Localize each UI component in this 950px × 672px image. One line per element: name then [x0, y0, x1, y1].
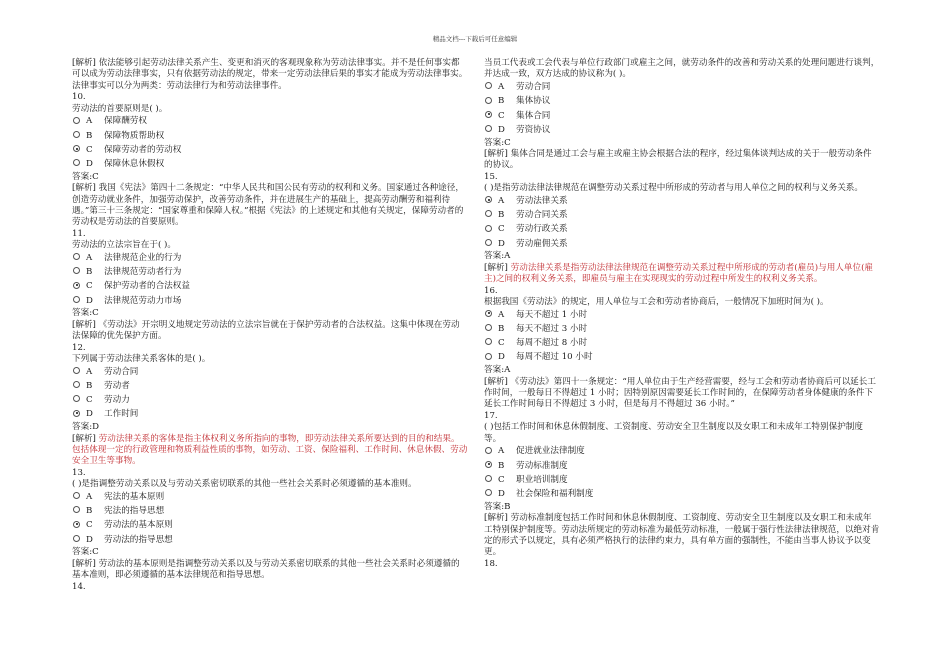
question-number: 18.: [484, 558, 498, 569]
answer-line: 答案:D: [72, 422, 99, 433]
option-letter: D: [86, 158, 93, 169]
option-letter: B: [498, 323, 505, 334]
explanation-text: [解析] 依法能够引起劳动法律关系产生、变更和消灭的客观现象称为劳动法律事实。并不是任何事实都可以成为劳动法律事实，只有依据劳动法的规定，带来一定劳动法律后果的事实才能成为劳动法律事实。法律事实可以分为两类：劳动法律行为和劳动法律事件。: [72, 58, 468, 91]
answer-option-c[interactable]: [72, 519, 468, 533]
radio-icon[interactable]: [485, 210, 492, 217]
question-number: 16.: [484, 285, 498, 296]
question-text: 当员工代表或工会代表与单位行政部门或雇主之间，就劳动条件的改善和劳动关系的处理问题进行谈判，并达成一致，双方达成的协议称为( )。: [484, 58, 880, 80]
option-letter: C: [86, 144, 93, 155]
option-letter: A: [86, 491, 93, 502]
option-label: 劳动合同: [104, 366, 139, 377]
explanation-label: [解析]: [484, 262, 511, 273]
answer-option-b[interactable]: [72, 266, 468, 280]
option-label: 劳动法的基本原则: [104, 520, 173, 531]
option-label: 宪法的基本原则: [104, 491, 165, 502]
answer-option-c[interactable]: [72, 280, 468, 294]
answer-option-c[interactable]: [484, 109, 880, 123]
radio-icon[interactable]: [73, 367, 80, 374]
highlighted-explanation: 劳动法律关系的客体是指主体权利义务所指向的事物，即劳动法律关系所要达到的目的和结果。包括体现一定的行政管理和物质利益性质的事物，如劳动、工资、保险福利、工作时间、休息休假、劳动安全卫生等事物。: [72, 433, 468, 467]
question-number: 15.: [484, 171, 498, 182]
option-letter: B: [86, 506, 93, 517]
answer-line: 答案:A: [484, 251, 511, 262]
radio-selected-icon[interactable]: [73, 282, 80, 289]
explanation-text: [解析] 劳动标准制度包括工作时间和休息休假制度、工资制度、劳动安全卫生制度以及女职工和未成年工特别保护制度等。劳动法所规定的劳动标准为最低劳动标准，一般属于强行性法律法律规范，以绝对肯定的形式予以规定，具有必须严格执行的法律约束力，具有单方面的强制性，不能由当事人协议予以变更。: [484, 513, 880, 558]
answer-option-b[interactable]: [72, 129, 468, 143]
explanation-text: [解析] 《劳动法》开宗明义地规定劳动法的立法宗旨就在于保护劳动者的合法权益。这集中体现在劳动法保障的优先保护方面。: [72, 319, 460, 342]
option-letter: C: [498, 110, 505, 121]
answer-option-a[interactable]: [72, 365, 468, 379]
answer-line: 答案:A: [484, 365, 511, 376]
answer-option-d[interactable]: [72, 158, 468, 172]
answer-option-d[interactable]: [484, 488, 880, 502]
option-label: 集体合同: [516, 110, 551, 121]
option-label: 促进就业法律制度: [516, 446, 585, 457]
option-label: 保障休息休假权: [104, 158, 165, 169]
question-text: 劳动法的首要原则是( )。: [72, 103, 168, 114]
option-label: 工作时间: [104, 409, 139, 420]
option-letter: B: [86, 267, 93, 278]
option-letter: C: [86, 395, 93, 406]
radio-icon[interactable]: [485, 353, 492, 360]
radio-icon[interactable]: [73, 159, 80, 166]
option-label: 法律规范企业的行为: [104, 253, 182, 264]
question-text: ( )是指劳动法律法律规范在调整劳动关系过程中所形成的劳动者与用人单位之间的权利与义务关系。: [484, 183, 863, 194]
question-text: ( )包括工作时间和休息休假制度、工资制度、劳动安全卫生制度以及女职工和未成年工特别保护制度等。: [484, 422, 863, 444]
answer-line: 答案:B: [484, 501, 511, 512]
option-label: 保障劳动者的劳动权: [104, 144, 182, 155]
option-letter: D: [86, 534, 93, 545]
radio-selected-icon[interactable]: [485, 310, 492, 317]
option-label: 劳资协议: [516, 124, 551, 135]
option-label: 每天不超过 3 小时: [516, 323, 588, 334]
radio-icon[interactable]: [485, 125, 492, 132]
option-label: 每周不超过 8 小时: [516, 338, 588, 349]
option-label: 宪法的指导思想: [104, 506, 165, 517]
answer-option-b[interactable]: [484, 209, 880, 223]
answer-option-b[interactable]: [484, 95, 880, 109]
radio-icon[interactable]: [485, 225, 492, 232]
option-letter: A: [86, 116, 93, 127]
explanation-text: [解析] 劳动法的基本原则是指调整劳动关系以及与劳动关系密切联系的其他一些社会关系时必须遵循的基本准则，即必须遵循的基本法律规范和指导思想。: [72, 558, 460, 581]
option-label: 集体协议: [516, 96, 551, 107]
answer-option-a[interactable]: [72, 252, 468, 266]
left-column: [72, 58, 468, 593]
answer-option-c[interactable]: [72, 143, 468, 157]
radio-icon[interactable]: [73, 492, 80, 499]
answer-option-d[interactable]: [484, 237, 880, 251]
answer-option-d[interactable]: [484, 123, 880, 137]
explanation-text: [解析] 《劳动法》第四十一条规定：“用人单位由于生产经营需要，经与工会和劳动者协商后可以延长工作时间，一般每日不得超过 1 小时；因特别原因需要延长工作时间的，在保障劳动者身体健康的条件下延长工作时间每日不得超过 3 小时，但是每月不得超过 36 小时。”: [484, 376, 876, 410]
explanation-text: [解析] 我国《宪法》第四十二条规定：“中华人民共和国公民有劳动的权利和义务。国家通过各种途径，创造劳动就业条件，加强劳动保护，改善劳动条件，并在进展生产的基础上，提高劳动酬劳和福利待遇。”第三十三条规定：“国家尊重和保障人权。”根据《宪法》的上述规定和其他有关规定，保障劳动者的劳动权是劳动法的首要原则。: [72, 183, 464, 228]
option-letter: A: [498, 82, 505, 93]
radio-icon[interactable]: [485, 338, 492, 345]
answer-option-b[interactable]: [72, 505, 468, 519]
option-letter: A: [86, 366, 93, 377]
radio-selected-icon[interactable]: [485, 196, 492, 203]
option-label: 每天不超过 1 小时: [516, 309, 588, 320]
option-letter: C: [86, 281, 93, 292]
option-label: 劳动标准制度: [516, 460, 568, 471]
answer-option-d[interactable]: [72, 294, 468, 308]
question-text: 根据我国《劳动法》的规定，用人单位与工会和劳动者协商后，一般情况下加班时间为( )。: [484, 296, 829, 307]
option-letter: D: [498, 352, 505, 363]
radio-icon[interactable]: [73, 267, 80, 274]
radio-icon[interactable]: [485, 239, 492, 246]
option-letter: C: [86, 520, 93, 531]
option-letter: B: [498, 460, 505, 471]
radio-selected-icon[interactable]: [73, 410, 80, 417]
question-number: 12.: [72, 342, 86, 353]
answer-option-a[interactable]: [484, 81, 880, 95]
explanation-text: [解析] 集体合同是通过工会与雇主或雇主协会根据合法的程序，经过集体谈判达成的关于一般劳动条件的协议。: [484, 148, 872, 171]
question-text: 劳动法的立法宗旨在于( )。: [72, 240, 176, 251]
option-letter: A: [498, 446, 505, 457]
option-label: 劳动合同关系: [516, 210, 568, 221]
answer-option-a[interactable]: [72, 491, 468, 505]
radio-icon[interactable]: [73, 535, 80, 542]
option-letter: D: [498, 238, 505, 249]
explanation-label: [解析]: [72, 433, 99, 444]
question-number: 10.: [72, 92, 86, 103]
option-label: 每周不超过 10 小时: [516, 352, 593, 363]
explanation-text: [484, 263, 880, 286]
radio-selected-icon[interactable]: [73, 521, 80, 528]
option-label: 法律规范劳动者行为: [104, 267, 182, 278]
option-letter: B: [86, 130, 93, 141]
option-label: 劳动行政关系: [516, 224, 568, 235]
answer-line: 答案:C: [484, 137, 511, 148]
option-letter: D: [86, 295, 93, 306]
answer-option-d[interactable]: [484, 351, 880, 365]
option-letter: A: [86, 253, 93, 264]
radio-icon[interactable]: [73, 395, 80, 402]
option-label: 社会保险和福利制度: [516, 488, 594, 499]
option-letter: B: [86, 380, 93, 391]
option-letter: B: [498, 210, 505, 221]
question-number: 13.: [72, 467, 86, 478]
question-number: 11.: [72, 228, 86, 239]
radio-icon[interactable]: [485, 447, 492, 454]
radio-selected-icon[interactable]: [485, 111, 492, 118]
page-header: 精品文档---下载后可任意编辑: [432, 35, 518, 43]
option-letter: D: [86, 409, 93, 420]
radio-icon[interactable]: [73, 131, 80, 138]
radio-selected-icon[interactable]: [485, 461, 492, 468]
radio-selected-icon[interactable]: [73, 145, 80, 152]
option-label: 保障酬劳权: [104, 116, 147, 127]
answer-option-a[interactable]: [484, 445, 880, 459]
answer-option-b[interactable]: [484, 323, 880, 337]
answer-option-c[interactable]: [72, 394, 468, 408]
option-letter: C: [498, 224, 505, 235]
option-letter: A: [498, 195, 505, 206]
answer-option-c[interactable]: [484, 337, 880, 351]
radio-icon[interactable]: [485, 97, 492, 104]
radio-icon[interactable]: [73, 117, 80, 124]
option-label: 职业培训制度: [516, 474, 568, 485]
radio-icon[interactable]: [73, 296, 80, 303]
answer-line: 答案:C: [72, 547, 99, 558]
answer-option-b[interactable]: [484, 459, 880, 473]
answer-option-b[interactable]: [72, 380, 468, 394]
question-number: 14.: [72, 581, 86, 592]
option-letter: C: [498, 338, 505, 349]
right-column: [484, 58, 880, 570]
explanation-text: [72, 434, 468, 468]
answer-option-d[interactable]: [72, 408, 468, 422]
option-label: 保障物质帮助权: [104, 130, 165, 141]
answer-line: 答案:C: [72, 171, 99, 182]
radio-icon[interactable]: [485, 324, 492, 331]
option-label: 劳动合同: [516, 82, 551, 93]
radio-icon[interactable]: [73, 253, 80, 260]
option-letter: D: [498, 488, 505, 499]
option-label: 法律规范劳动力市场: [104, 295, 182, 306]
question-text: 下列属于劳动法律关系客体的是( )。: [72, 354, 211, 364]
radio-icon[interactable]: [485, 489, 492, 496]
answer-option-a[interactable]: [484, 308, 880, 322]
option-label: 劳动法律关系: [516, 195, 568, 206]
option-letter: A: [498, 309, 505, 320]
option-label: 劳动者: [104, 380, 130, 391]
option-letter: D: [498, 124, 505, 135]
option-label: 保护劳动者的合法权益: [104, 281, 190, 292]
answer-option-c[interactable]: [484, 223, 880, 237]
option-letter: C: [498, 474, 505, 485]
answer-option-c[interactable]: [484, 473, 880, 487]
radio-icon[interactable]: [485, 82, 492, 89]
question-text: ( )是指调整劳动关系以及与劳动关系密切联系的其他一些社会关系时必须遵循的基本准则。: [72, 479, 417, 490]
option-letter: B: [498, 96, 505, 107]
answer-option-d[interactable]: [72, 533, 468, 547]
highlighted-explanation: 劳动法律关系是指劳动法律法律规范在调整劳动关系过程中所形成的劳动者(雇员)与用人单位(雇主)之间的权利义务关系，即雇员与雇主在实现现实的劳动过程中所发生的权利义务关系。: [484, 262, 874, 285]
radio-icon[interactable]: [73, 381, 80, 388]
answer-option-a[interactable]: [72, 115, 468, 129]
option-label: 劳动法的指导思想: [104, 534, 173, 545]
question-number: 17.: [484, 410, 498, 421]
option-label: 劳动雇佣关系: [516, 238, 568, 249]
option-label: 劳动力: [104, 395, 130, 406]
answer-line: 答案:C: [72, 308, 99, 319]
answer-option-a[interactable]: [484, 195, 880, 209]
radio-icon[interactable]: [73, 506, 80, 513]
radio-icon[interactable]: [485, 475, 492, 482]
